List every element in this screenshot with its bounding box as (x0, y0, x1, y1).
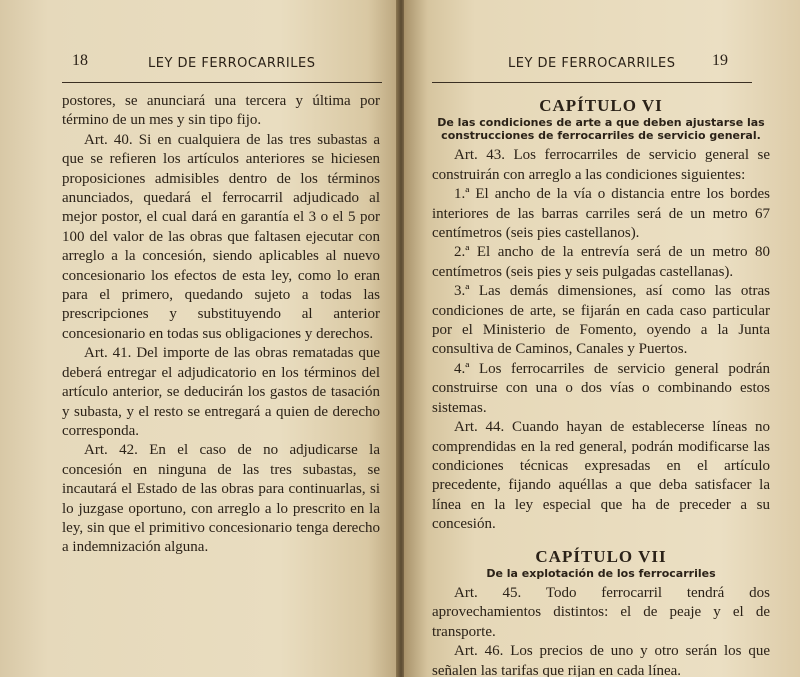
left-running-head: LEY DE FERROCARRILES (148, 56, 316, 71)
left-page-number: 18 (72, 52, 88, 69)
article-43: Art. 43. Los ferrocarriles de servicio general se construirán con arreglo a las condiciones siguientes: (432, 147, 770, 183)
article-41: Art. 41. Del importe de las obras rematadas que deberá entregar el adjudicatorio en los términos del artículo anterior, se deducirán los gastos de tasación y subasta, y el resto se entregará a quien de derecho corresponda. (62, 345, 380, 439)
chapter-title: CAPÍTULO VI (539, 96, 663, 115)
article-46: Art. 46. Los precios de uno y otro serán los que señalen las tarifas que rijan en cada línea. (432, 643, 770, 677)
article-42: Art. 42. En el caso de no adjudicarse la concesión en ninguna de las tres subastas, se incautará el Estado de las obras para continuarlas, si lo juzgase oportuno, con arreglo a lo prescrito en la ley, sin que el primitivo concesionario tenga derecho a indemnización alguna. (62, 442, 380, 556)
chapter-subtitle: De la explotación de los ferrocarriles (486, 566, 716, 580)
article-44: Art. 44. Cuando hayan de establecerse líneas no comprendidas en la red general, podrán modificarse las condiciones técnicas expresadas en el artículo precedente, fijando aquéllas a que deba satisfacer la línea en la ley especial que ha de preceder a su concesión. (432, 419, 770, 533)
left-body-text (62, 92, 380, 558)
right-page (404, 0, 800, 677)
article-40: Art. 40. Si en cualquiera de las tres subastas a que se refieren los artículos anteriores se hiciesen proposiciones admisibles dentro de los términos anunciados, quedará el ferrocarril adjudicado al mejor postor, el cual dará en garantía el 3 o el 5 por 100 del valor de las obras que faltasen ejecutar con arreglo a la concesión, siendo aplicables al nuevo concesionario los efectos de esta ley, como lo eran para el primero, quedando sujeto a todas las prescripciones y substituyendo al anterior concesionario en todas sus obligaciones y derechos. (62, 131, 380, 342)
chapter-subtitle: De las condiciones de arte a que deben ajustarse las construcciones de ferrocarriles de servicio general. (437, 116, 765, 143)
condition-item: 2.ª El ancho de la entrevía será de un metro 80 centímetros (seis pies y seis pulgadas castellanas). (432, 244, 770, 280)
article-45: Art. 45. Todo ferrocarril tendrá dos aprovechamientos distintos: el de peaje y el de transporte. (432, 584, 770, 640)
chapter-title: CAPÍTULO VII (535, 546, 667, 566)
right-running-head: LEY DE FERROCARRILES (508, 56, 676, 71)
right-page-number: 19 (712, 52, 728, 69)
condition-item: 4.ª Los ferrocarriles de servicio general podrán construirse con una o dos vías o combinando estos sistemas. (432, 360, 770, 416)
right-body-text (432, 96, 770, 677)
left-header-rule (62, 82, 382, 83)
paragraph: postores, se anunciará una tercera y última por término de un mes y sin tipo fijo. (62, 93, 380, 129)
condition-item: 3.ª Las demás dimensiones, así como las otras condiciones de arte, se fijarán en cada caso particular por el Ministerio de Fomento, oyendo a la Junta consultiva de Caminos, Canales y Puertos. (432, 283, 770, 358)
right-header-rule (432, 82, 752, 83)
condition-item: 1.ª El ancho de la vía o distancia entre los bordes interiores de las barras carriles será de un metro 67 centímetros (seis pies castellanos). (432, 186, 770, 242)
